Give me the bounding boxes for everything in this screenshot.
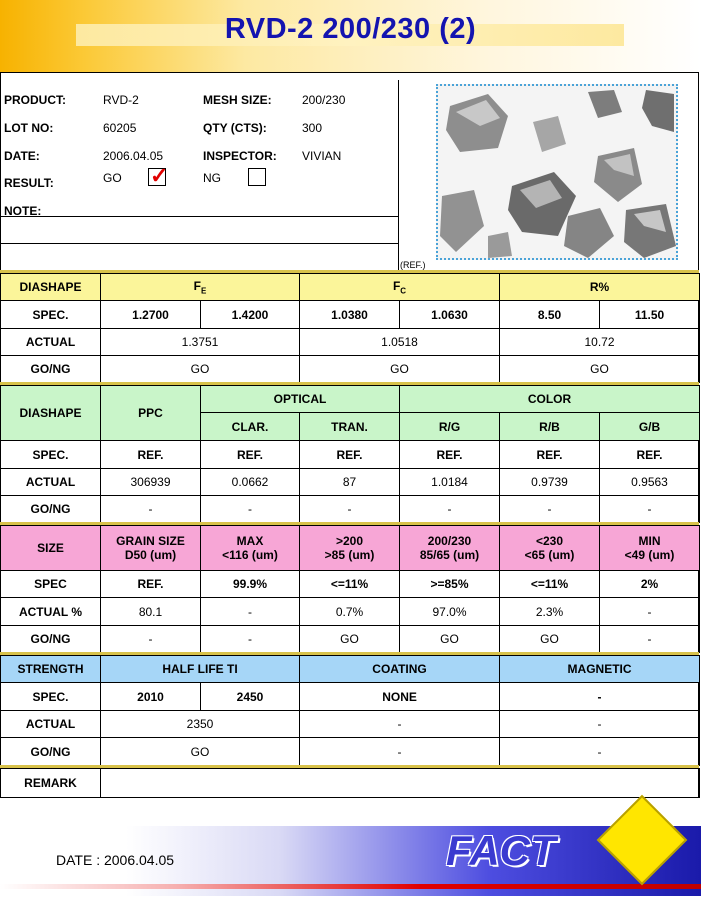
actual-label: ACTUAL % (1, 598, 101, 626)
page-title: RVD-2 200/230 (2) (224, 13, 477, 45)
actual-cell: - (201, 598, 300, 626)
gong-cell: - (300, 738, 500, 766)
actual-cell: 306939 (101, 469, 201, 496)
spec-cell: 11.50 (600, 301, 700, 329)
optical-header: OPTICAL (201, 386, 400, 413)
gong-cell: - (101, 496, 201, 523)
go-checkbox[interactable] (148, 163, 169, 188)
footer-red-line (0, 884, 701, 889)
go-label: GO (103, 171, 122, 185)
inspector-label: INSPECTOR: (203, 149, 277, 163)
fact-logo: FACT (446, 827, 556, 874)
result-label: RESULT: (4, 176, 54, 190)
clar-header: CLAR. (201, 413, 300, 441)
actual-cell: - (300, 711, 500, 738)
gong-cell: GO (400, 626, 500, 653)
actual-cell: 0.9739 (500, 469, 600, 496)
spec-cell: >=85% (400, 571, 500, 598)
actual-cell: 1.0184 (400, 469, 500, 496)
crystals-image (438, 86, 676, 258)
max-header: MAX <116 (um) (201, 526, 300, 571)
remark-value (101, 769, 700, 798)
spec-cell: 2% (600, 571, 700, 598)
remark-label: REMARK (1, 769, 101, 798)
spec-cell: 2450 (201, 683, 300, 711)
actual-label: ACTUAL (1, 329, 101, 356)
size-table (0, 525, 700, 653)
actual-cell: - (600, 598, 700, 626)
checkmark-icon: ✓ (150, 163, 169, 188)
r-percent-header: R% (500, 274, 700, 301)
diashape-header: DIASHAPE (1, 386, 101, 441)
gong-cell: - (300, 496, 400, 523)
gong-cell: - (201, 626, 300, 653)
under-230-header: <230 <65 (um) (500, 526, 600, 571)
rg-header: R/G (400, 413, 500, 441)
rb-header: R/B (500, 413, 600, 441)
spec-cell: REF. (500, 441, 600, 469)
gong-label: GO/NG (1, 496, 101, 523)
gong-cell: - (500, 738, 700, 766)
spec-label: SPEC. (1, 301, 101, 329)
spec-cell: REF. (101, 571, 201, 598)
spec-cell: REF. (400, 441, 500, 469)
half-life-header: HALF LIFE TI (101, 656, 300, 683)
spec-cell: REF. (201, 441, 300, 469)
actual-cell: 2350 (101, 711, 300, 738)
grain-size-header: GRAIN SIZE D50 (um) (101, 526, 201, 571)
gong-cell: GO (500, 626, 600, 653)
info-divider (0, 216, 398, 217)
gong-label: GO/NG (1, 626, 101, 653)
qty-value: 300 (302, 121, 323, 135)
gong-cell: - (600, 626, 700, 653)
spec-cell: NONE (300, 683, 500, 711)
min-header: MIN <49 (um) (600, 526, 700, 571)
qty-label: QTY (CTS): (203, 121, 267, 135)
actual-cell: 1.3751 (101, 329, 300, 356)
footer-date: DATE : 2006.04.05 (56, 852, 175, 868)
coating-header: COATING (300, 656, 500, 683)
actual-cell: 10.72 (500, 329, 700, 356)
actual-cell: 0.0662 (201, 469, 300, 496)
spec-cell: 8.50 (500, 301, 600, 329)
size-header: SIZE (1, 526, 101, 571)
gong-cell: - (101, 626, 201, 653)
ng-checkbox[interactable] (248, 168, 266, 186)
note-label: NOTE: (4, 204, 42, 218)
strength-table (0, 655, 700, 766)
fc-header: $F_C$ (300, 274, 500, 301)
gong-cell: GO (101, 738, 300, 766)
ppc-header: PPC (101, 386, 201, 441)
mesh-label: MESH SIZE: (203, 93, 272, 107)
tran-header: TRAN. (300, 413, 400, 441)
gong-label: GO/NG (1, 356, 101, 383)
actual-cell: 1.0518 (300, 329, 500, 356)
spec-cell: 1.0630 (400, 301, 500, 329)
spec-cell: REF. (600, 441, 700, 469)
gong-cell: - (201, 496, 300, 523)
spec-cell: 1.4200 (201, 301, 300, 329)
gong-cell: GO (101, 356, 300, 383)
inspector-value: VIVIAN (302, 149, 342, 163)
gong-cell: GO (300, 356, 500, 383)
actual-label: ACTUAL (1, 711, 101, 738)
gong-cell: GO (500, 356, 700, 383)
ng-label: NG (203, 171, 221, 185)
spec-label: SPEC. (1, 683, 101, 711)
spec-cell: 2010 (101, 683, 201, 711)
gb-header: G/B (600, 413, 700, 441)
diashape-header: DIASHAPE (1, 274, 101, 301)
mesh-value: 200/230 (302, 93, 346, 107)
actual-label: ACTUAL (1, 469, 101, 496)
actual-cell: 0.7% (300, 598, 400, 626)
actual-cell: 87 (300, 469, 400, 496)
spec-cell: 1.2700 (101, 301, 201, 329)
product-value: RVD-2 (103, 93, 139, 107)
diamond-sample-photo (436, 84, 678, 260)
range-200-230-header: 200/230 85/65 (um) (400, 526, 500, 571)
color-header: COLOR (400, 386, 700, 413)
magnetic-header: MAGNETIC (500, 656, 700, 683)
date-value: 2006.04.05 (103, 149, 164, 163)
over-200-header: >200 >85 (um) (300, 526, 400, 571)
actual-cell: - (500, 711, 700, 738)
lot-value: 60205 (103, 121, 137, 135)
lot-label: LOT NO: (4, 121, 54, 135)
spec-cell: REF. (300, 441, 400, 469)
diashape-table (0, 273, 700, 383)
gong-label: GO/NG (1, 738, 101, 766)
spec-cell: <=11% (500, 571, 600, 598)
product-label: PRODUCT: (4, 93, 66, 107)
spec-cell: REF. (101, 441, 201, 469)
actual-cell: 2.3% (500, 598, 600, 626)
gong-cell: GO (300, 626, 400, 653)
fe-header: $F_E$ (101, 274, 300, 301)
info-vertical-divider (398, 80, 399, 270)
spec-cell: 99.9% (201, 571, 300, 598)
gong-cell: - (500, 496, 600, 523)
photo-caption: (REF.) (400, 260, 426, 270)
spec-label: SPEC (1, 571, 101, 598)
remark-table (0, 768, 700, 798)
spec-label: SPEC. (1, 441, 101, 469)
actual-cell: 0.9563 (600, 469, 700, 496)
spec-cell: <=11% (300, 571, 400, 598)
actual-cell: 97.0% (400, 598, 500, 626)
actual-cell: 80.1 (101, 598, 201, 626)
spec-cell: 1.0380 (300, 301, 400, 329)
spec-cell: - (500, 683, 700, 711)
strength-header: STRENGTH (1, 656, 101, 683)
gong-cell: - (600, 496, 700, 523)
info-divider (0, 243, 398, 244)
gong-cell: - (400, 496, 500, 523)
optical-table (0, 385, 700, 523)
date-label: DATE: (4, 149, 40, 163)
